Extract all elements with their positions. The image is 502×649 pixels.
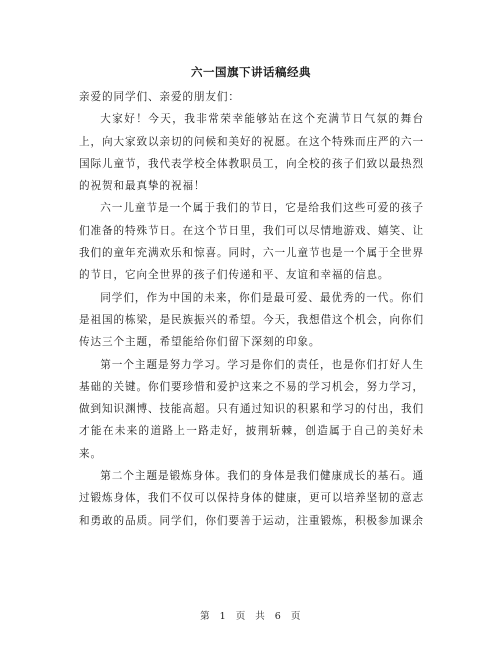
paragraph-childrens-day: 六一儿童节是一个属于我们的节日，它是给我们这些可爱的孩子们准备的特殊节日。在这个节日里，我们可以尽情地游戏、嬉笑、让我们的童年充满欢乐和惊喜。同时，六一儿童节也是一个属于全世界的节日，它向全世界的孩子们传递和平、友谊和幸福的信息。 [79, 202, 424, 282]
salutation: 亲爱的同学们、亲爱的朋友们： [79, 91, 240, 103]
paragraph-exercise: 第二个主题是锻炼身体。我们的身体是我们健康成长的基石。通过锻炼身体，我们不仅可以保持身体的健康，更可以培养坚韧的意志和勇敢的品质。同学们，你们要善于运动，注重锻炼，积极参加课余 [79, 470, 424, 527]
document-body [79, 86, 424, 532]
paragraph-study: 第一个主题是努力学习。学习是你们的责任，也是你们打好人生基础的关键。你们要珍惜和爱护这来之不易的学习机会，努力学习，做到知识渊博、技能高超。只有通过知识的积累和学习的付出，我们才能在未来的道路上一路走好，披荆斩棘，创造属于自己的美好未来。 [79, 358, 424, 460]
document-title: 六一国旗下讲话稿经典 [191, 65, 311, 79]
page-number-footer: 第 1 页 共 6 页 [200, 611, 302, 622]
paragraph-greeting: 大家好！今天，我非常荣幸能够站在这个充满节日气氛的舞台上，向大家致以亲切的问候和美好的祝愿。在这个特殊而庄严的六一国际儿童节，我代表学校全体教职员工，向全校的孩子们致以最热烈的祝贺和最真挚的祝福！ [79, 113, 424, 193]
paragraph-three-themes: 同学们，作为中国的未来，你们是最可爱、最优秀的一代。你们是祖国的栋梁，是民族振兴的希望。今天，我想借这个机会，向你们传达三个主题，希望能给你们留下深刻的印象。 [79, 291, 424, 349]
